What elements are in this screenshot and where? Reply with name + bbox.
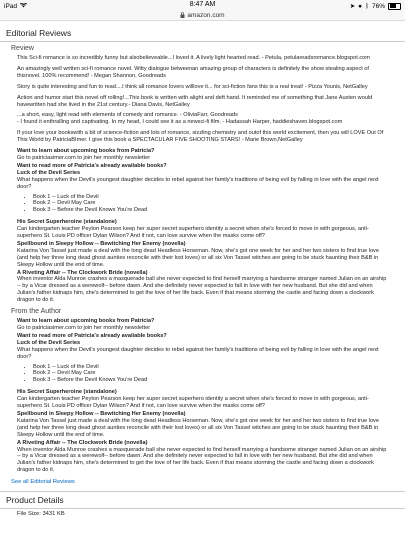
status-bar (0, 0, 405, 11)
promo-q2: Want to read more of Patricia's already available books? (17, 162, 167, 169)
series-desc: What happens when the Devil's youngest daughter decides to rebel against her family's traditions of being evil by falling in love with the angel next door? (17, 346, 379, 360)
book-list (17, 194, 388, 215)
promo-a1: Go to patriciasimer.com to join her monthly newsletter (17, 325, 151, 331)
spell-title: Spellbound in Sleepy Hollow -- Bewitching Her Enemy (novella) (17, 240, 186, 247)
book-item: • Book 2 -- Devil May Care (33, 370, 388, 377)
book-item: • Book 1 -- Luck of the Devil (33, 194, 388, 201)
review-paragraph: If your love your bookswith a bit of science-fiction and lots of romance, sizzling chemistry and outof this world excitement, then you will LOVE Out Of This World by PatriciaBImer. I give this book a SPECTACULAR FIVE SHOOTING STARS! - Marie Brown,NetGalley (17, 130, 384, 144)
promo-q2: Want to read more of Patricia's already available books? (17, 332, 167, 339)
bluetooth-icon: ᛒ (365, 2, 369, 10)
promo-a1: Go to patriciasimer.com to join her monthly newsletter (17, 154, 151, 161)
series-title: Luck of the Devil Series (17, 339, 81, 346)
device-label: iPad (4, 2, 18, 10)
promo-q1: Want to learn about upcoming books from Patricia? (17, 148, 155, 155)
spell-title: Spellbound in Sleepy Hollow -- Bewitching Her Enemy (novella) (17, 410, 186, 417)
book-item: • Book 3 -- Before the Devil Knows You're Dead (33, 377, 388, 384)
review-paragraph: An amazingly well written sci-fi romance novel. Witty dialogue betweenan amazing group of characters is definitely the show stealing aspect of thisnovel. 100% recommend! - Megan Shannon, Goodreads (17, 65, 369, 79)
riveting-desc: When inventor Alda Munroe crashes a masquerade ball she never expected to find herself marrying a handsome stranger named Julian on an airship -- by a Vicar dressed as a werewolf-- before dawn. And she definitely never expected to fall in love with her new husband. But she did and when Julian's father kidnaps him, she's determined to get the love of her life back. Even if that means storming the castle and facing down a clockwork dragon to do it. (17, 446, 387, 474)
book-item: • Book 2 -- Devil May Care (33, 200, 388, 207)
url-bar[interactable] (0, 11, 405, 21)
status-time: 8:47 AM (189, 1, 216, 8)
book-item: • Book 1 -- Luck of the Devil (33, 364, 388, 371)
hss-desc: Can kindergarten teacher Peyton Pearson keep her super secret superhero identity a secret when she's forced to move in with gorgeous, anti-superhero St. Louis PD officer Dylan Wilson? And if not, can love survive when the masks come off? (17, 396, 369, 410)
see-all-editorial-reviews-link[interactable]: See all Editorial Reviews (11, 479, 75, 486)
editorial-reviews-title: Editorial Reviews (0, 25, 405, 42)
spell-desc: Katarina Von Tassel just made a deal with the long dead Headless Horseman. Now, she's got one week for her and her two sisters to find true love (and help her three long dead ghost aunties reconcile with their lost loves) or all six Von Tassel witches are going to be stuck haunting their B&B in Sleepy Hollow until the end of time. (17, 247, 379, 268)
battery-icon (388, 3, 401, 10)
review-paragraph: Action and humor start this novel off rolling!...This book is written with alight and deft hand. It reminded me of something that Jane Austen would havewritten had she lived in the 21st century.- Diana Davis, NetGalley (17, 94, 373, 108)
hss-desc: Can kindergarten teacher Peyton Pearson keep her super secret superhero identity a secret when she's forced to move in with gorgeous, anti-superhero St. Louis PD officer Dylan Wilson? And if not, can love survive when the masks come off? (17, 226, 369, 240)
book-list (17, 364, 388, 385)
battery-percent: 76% (371, 2, 385, 10)
hss-title: His Secret Superheroine (standalone) (17, 389, 117, 396)
review-paragraph: ...a short, easy, light read with elements of comedy and romance. - OliviaFarr, Goodreads - I found it enthralling and captivating. In my head, I could see it as a newsci-fi film. - Hadassah Harper, haddieshaven.blogspot.com (17, 112, 343, 126)
lock-rotation-icon: ● (358, 2, 363, 10)
series-desc: What happens when the Devil's youngest daughter decides to rebel against her family's traditions of being evil by falling in love with the angel next door? (17, 176, 379, 190)
series-title: Luck of the Devil Series (17, 169, 81, 176)
spell-desc: Katarina Von Tassel just made a deal with the long dead Headless Horseman. Now, she's got one week for her and her two sisters to find true love (and help her three long dead ghost aunties reconcile with their lost loves) or all six Von Tassel witches are going to be stuck haunting their B&B in Sleepy Hollow until the end of time. (17, 417, 379, 438)
from-author-heading: From the Author (11, 308, 62, 316)
promo-q1: Want to learn about upcoming books from Patricia? (17, 318, 155, 325)
product-details-title: Product Details (0, 491, 405, 509)
review-paragraph: This Sci-fi romance is so incredibly funny but alsobelieveable...I loved it. A lively light hearted read. - Petula, petulareadsromance.blogspot.com (17, 55, 370, 61)
review-heading: Review (11, 45, 34, 52)
review-section (0, 55, 405, 304)
hss-title: His Secret Superheroine (standalone) (17, 219, 117, 226)
location-icon: ➤ (349, 3, 356, 10)
riveting-title: A Riveting Affair -- The Clockwork Bride (novella) (17, 439, 148, 446)
riveting-desc: When inventor Alda Munroe crashes a masquerade ball she never expected to find herself marrying a handsome stranger named Julian on an airship -- by a Vicar dressed as a werewolf-- before dawn. And she definitely never expected to fall in love with her new husband. But she did and when Julian's father kidnaps him, she's determined to get the love of her life back. Even if that means storming the castle and facing down a clockwork dragon to do it. (17, 276, 387, 304)
book-item: • Book 3 -- Before the Devil Knows You're Dead (33, 207, 388, 214)
riveting-title: A Riveting Affair -- The Clockwork Bride (novella) (17, 269, 148, 276)
url-text: amazon.com (187, 12, 225, 19)
review-paragraph: Story is quite interesting and fun to read....I think all romance lovers willlove it... for sci-fiction fans this is a real treat! - Pizza Younis, NetGalley (17, 83, 368, 90)
author-section (0, 318, 405, 474)
lock-icon (180, 12, 185, 20)
product-detail-row: File Size: 3431 KB (17, 511, 65, 518)
